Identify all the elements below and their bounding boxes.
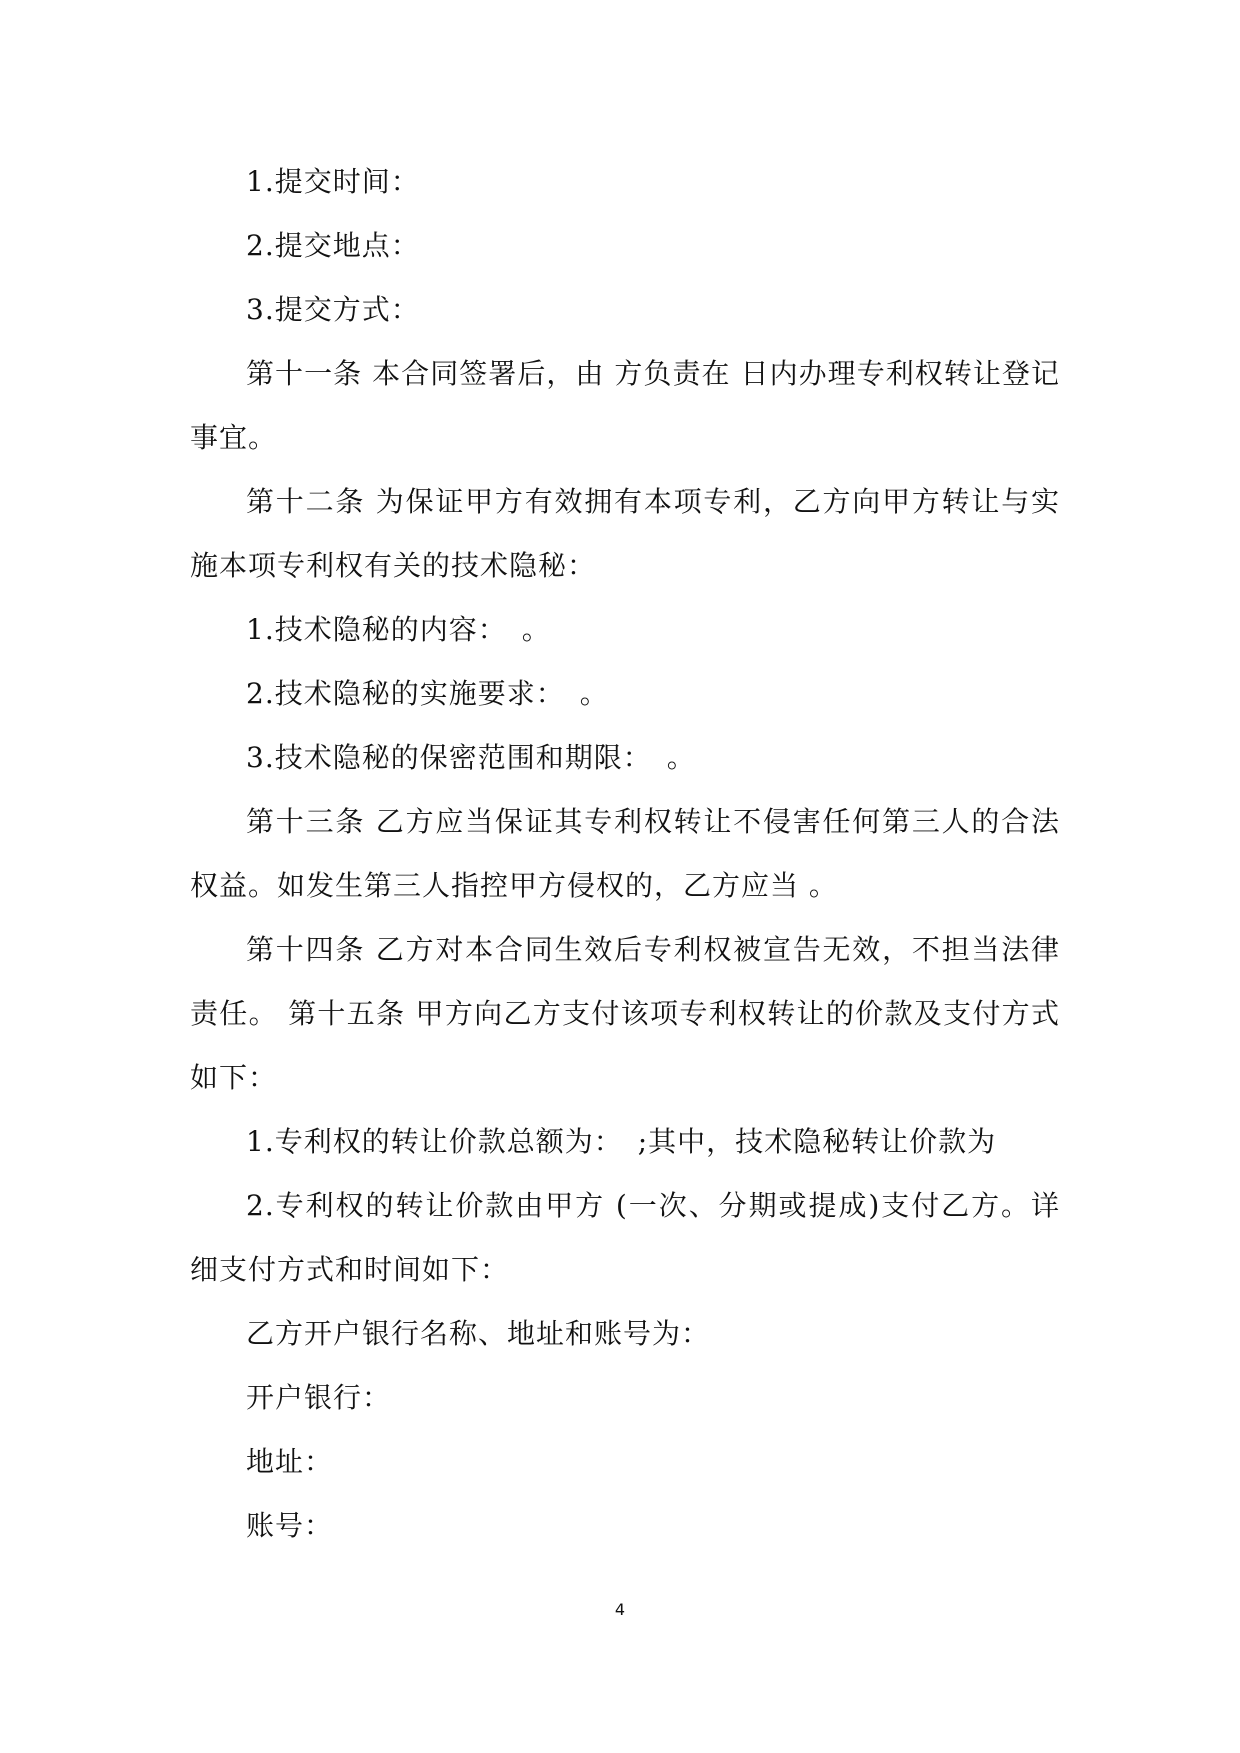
paragraph-bank-info: 乙方开户银行名称、地址和账号为：: [246, 1317, 711, 1350]
paragraph-article-13: 第十三条 乙方应当保证其专利权转让不侵害任何第三人的合法权益。如发生第三人指控甲方侵权的，乙方应当 。: [190, 805, 1060, 902]
paragraph-account: 账号：: [246, 1509, 334, 1542]
paragraph-article-12: 第十二条 为保证甲方有效拥有本项专利，乙方向甲方转让与实施本项专利权有关的技术隐秘：: [190, 485, 1060, 582]
paragraph-article-14-15: 第十四条 乙方对本合同生效后专利权被宣告无效，不担当法律责任。 第十五条 甲方向乙方支付该项专利权转让的价款及支付方式如下：: [190, 933, 1060, 1094]
paragraph-submit-time: 1.提交时间：: [246, 165, 420, 198]
page-number: 4: [614, 1600, 626, 1619]
paragraph-bank-name: 开户银行：: [246, 1381, 392, 1414]
paragraph-address: 地址：: [246, 1445, 334, 1478]
paragraph-payment-method: 2.专利权的转让价款由甲方 (一次、分期或提成)支付乙方。详细支付方式和时间如下：: [190, 1189, 1060, 1286]
paragraph-secret-requirements: 2.技术隐秘的实施要求： 。: [246, 677, 609, 710]
paragraph-secret-content: 1.技术隐秘的内容： 。: [246, 613, 551, 646]
paragraph-submit-place: 2.提交地点：: [246, 229, 420, 262]
paragraph-secret-scope: 3.技术隐秘的保密范围和期限： 。: [246, 741, 696, 774]
document-body: [190, 150, 1060, 1558]
paragraph-price-total: 1.专利权的转让价款总额为： ;其中，技术隐秘转让价款为: [246, 1125, 997, 1158]
paragraph-article-11: 第十一条 本合同签署后，由 方负责在 日内办理专利权转让登记事宜。: [190, 357, 1060, 454]
paragraph-submit-method: 3.提交方式：: [246, 293, 420, 326]
